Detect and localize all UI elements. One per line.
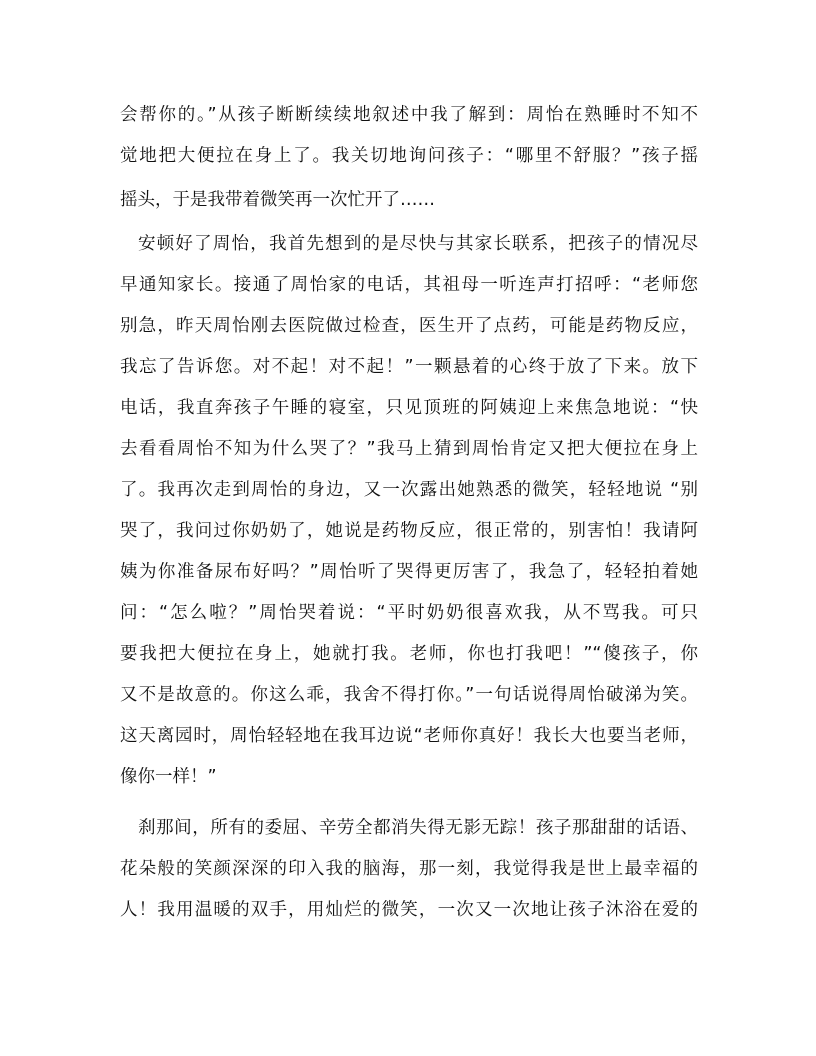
text-line: 花朵般的笑颜深深的印入我的脑海，那一刻，我觉得我是世上最幸福的 <box>120 859 698 879</box>
text-line: 人！我用温暖的双手，用灿烂的微笑，一次又一次地让孩子沐浴在爱的 <box>120 900 698 920</box>
text-line: 摇头，于是我带着微笑再一次忙开了…… <box>120 190 435 210</box>
text-line: 了。我再次走到周怡的身边，又一次露出她熟悉的微笑，轻轻地说 “别 <box>120 480 698 500</box>
text-line: 去看看周怡不知为什么哭了？”我马上猜到周怡肯定又把大便拉在身上 <box>120 439 698 459</box>
text-line: 像你一样！” <box>120 767 217 787</box>
text-line: 这天离园时，周怡轻轻地在我耳边说“老师你真好！我长大也要当老师， <box>120 726 698 746</box>
text-line: 别急，昨天周怡刚去医院做过检查，医生开了点药，可能是药物反应， <box>120 316 698 336</box>
text-line: 我忘了告诉您。对不起！对不起！”一颗悬着的心终于放了下来。放下 <box>120 357 698 377</box>
text-line: 会帮你的。”从孩子断断续续地叙述中我了解到：周怡在熟睡时不知不 <box>120 105 698 125</box>
paragraph-first-line: 刹那间，所有的委屈、辛劳全都消失得无影无踪！孩子那甜甜的话语、 <box>138 818 698 838</box>
text-line: 早通知家长。接通了周怡家的电话，其祖母一听连声打招呼：“老师您 <box>120 275 698 295</box>
text-line: 觉地把大便拉在身上了。我关切地询问孩子：“哪里不舒服？”孩子摇 <box>120 146 698 166</box>
text-line: 问：“怎么啦？”周怡哭着说：“平时奶奶很喜欢我，从不骂我。可只 <box>120 603 698 623</box>
text-line: 又不是故意的。你这么乖，我舍不得打你。”一句话说得周怡破涕为笑。 <box>120 685 698 705</box>
text-line: 哭了，我问过你奶奶了，她说是药物反应，很正常的，别害怕！我请阿 <box>120 521 698 541</box>
paragraph-first-line: 安顿好了周怡，我首先想到的是尽快与其家长联系，把孩子的情况尽 <box>138 234 698 254</box>
text-line: 电话，我直奔孩子午睡的寝室，只见顶班的阿姨迎上来焦急地说：“快 <box>120 398 698 418</box>
text-line: 姨为你准备尿布好吗？”周怡听了哭得更厉害了，我急了，轻轻拍着她 <box>120 562 698 582</box>
text-line: 要我把大便拉在身上，她就打我。老师，你也打我吧！”“傻孩子，你 <box>120 644 698 664</box>
